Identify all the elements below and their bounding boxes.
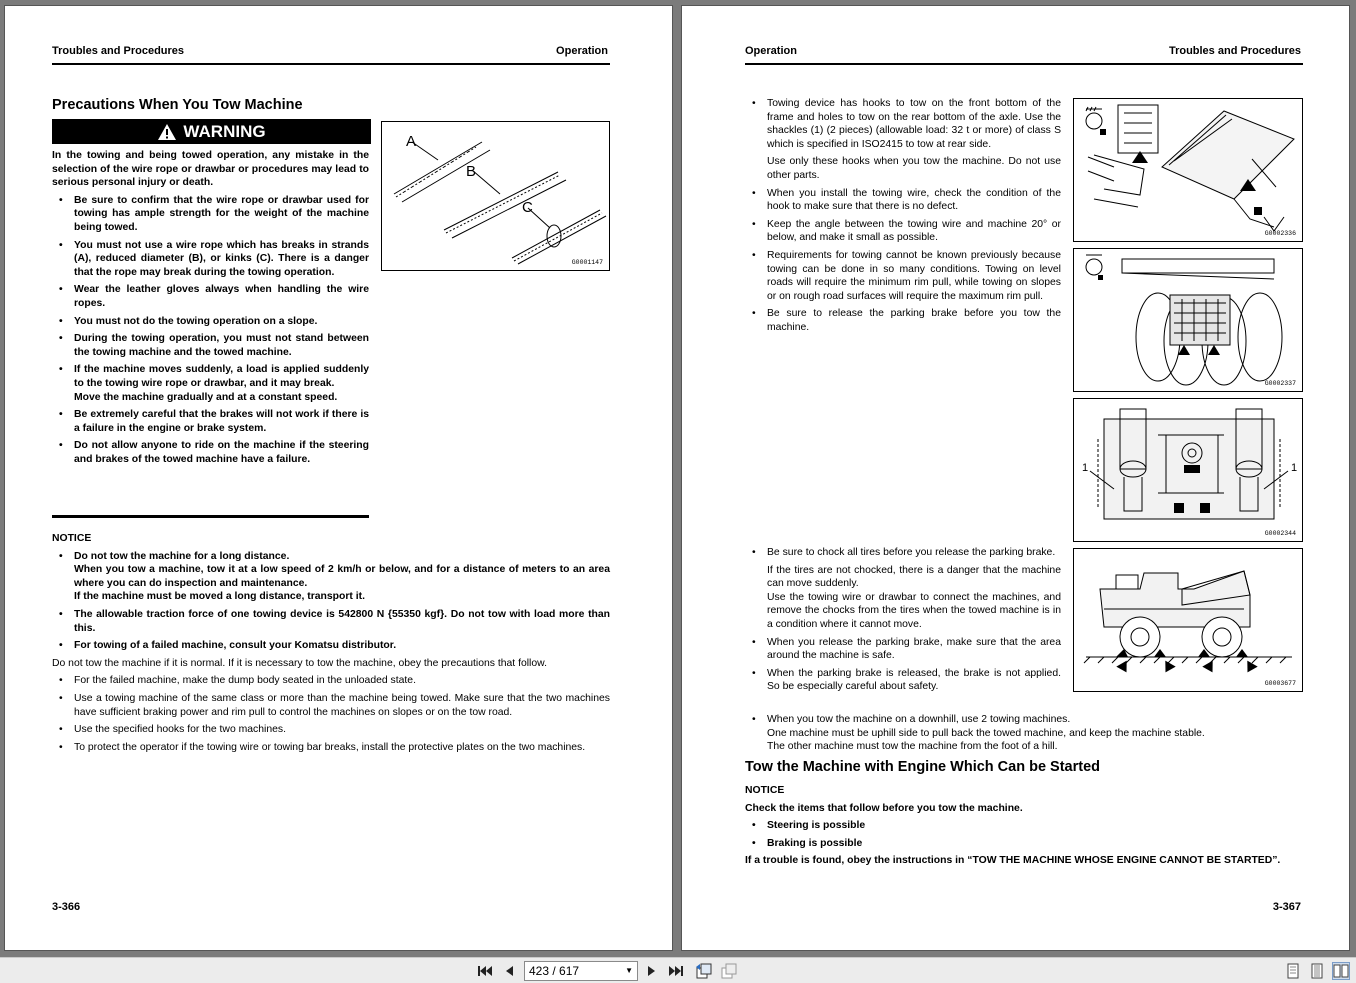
list-item: • For towing of a failed machine, consult your Komatsu distributor. xyxy=(52,639,610,653)
section-title-engine-start: Tow the Machine with Engine Which Can be Started xyxy=(745,759,1101,775)
engine-start-notice xyxy=(745,784,1303,872)
list-item-text: If the machine moves suddenly, a load is applied suddenly to the towing wire rope or drawbar, and it may break. xyxy=(74,364,369,389)
next-page-icon xyxy=(646,964,658,978)
list-item: • Steering is possible xyxy=(745,819,1303,833)
page-indicator: 423 / 617 xyxy=(529,964,580,978)
header-rule xyxy=(52,63,610,65)
warning-label: WARNING xyxy=(183,121,266,141)
list-item xyxy=(745,546,1061,632)
list-item: • Do not allow anyone to ride on the machine if the steering and brakes of the towed machine have a failure. xyxy=(52,439,369,466)
last-page-button[interactable] xyxy=(667,962,685,980)
towing-device-notes xyxy=(745,97,1061,339)
list-item: • When you install the towing wire, check the condition of the hook to make sure that there is no defect. xyxy=(745,187,1061,214)
normal-intro: Do not tow the machine if it is normal. If it is necessary to tow the machine, obey the precautions that follow. xyxy=(52,657,547,669)
chevron-down-icon: ▼ xyxy=(625,966,633,975)
label-b: B xyxy=(466,163,477,180)
list-item xyxy=(52,363,369,404)
warning-list xyxy=(52,194,369,467)
shackles-illustration xyxy=(1074,399,1303,542)
list-item-subtext: If the tires are not chocked, there is a danger that the machine can move suddenly. xyxy=(767,564,1061,590)
list-item-subtext: One machine must be uphill side to pull back the towed machine, and keep the machine stable. xyxy=(767,727,1205,739)
list-item: • For the failed machine, make the dump body seated in the unloaded state. xyxy=(52,674,610,688)
list-item-text: Be sure to chock all tires before you release the parking brake. xyxy=(767,547,1056,558)
facing-pages-view-icon xyxy=(1333,964,1349,978)
document-page-right xyxy=(681,5,1350,951)
notice-title: NOTICE xyxy=(745,785,785,796)
list-item-subtext: The other machine must tow the machine from the foot of a hill. xyxy=(767,741,1058,753)
list-item: • Be sure to confirm that the wire rope or drawbar used for towing has ample strength for the weight of the machine being towed. xyxy=(52,194,369,235)
warning-triangle-icon xyxy=(157,123,177,141)
list-item: • Be sure to release the parking brake before you tow the machine. xyxy=(745,307,1061,334)
chock-list xyxy=(745,546,1061,694)
list-item: • Braking is possible xyxy=(745,837,1303,851)
list-item-subtext: Use the towing wire or drawbar to connect the machines, and remove the chocks from the tires when the towed machine is in a condition where it cannot move. xyxy=(767,591,1061,630)
figure-id: G0001147 xyxy=(571,259,603,266)
list-item-subtext: If the machine must be moved a long distance, transport it. xyxy=(74,591,365,603)
list-item-text: When you tow the machine on a downhill, use 2 towing machines. xyxy=(767,714,1071,725)
figure-id: G0002344 xyxy=(1264,530,1296,537)
list-item: • Use the specified hooks for the two machines. xyxy=(52,723,610,737)
list-item: • When you release the parking brake, make sure that the area around the machine is safe. xyxy=(745,636,1061,663)
go-back-view-button[interactable] xyxy=(695,962,713,980)
running-header-right: Operation xyxy=(556,45,608,57)
list-item xyxy=(745,713,1303,754)
front-hooks-illustration xyxy=(1074,99,1303,242)
document-page-left xyxy=(4,5,673,951)
list-item: • To protect the operator if the towing wire or towing bar breaks, install the protective plates on the two machines. xyxy=(52,741,610,755)
chock-notes xyxy=(745,546,1061,698)
list-item-text: Do not tow the machine for a long distance. xyxy=(74,550,290,562)
list-item: • Requirements for towing cannot be known previously because towing can be done in so many conditions. Towing on level roads will require the minimum rim pull, while towing on slopes or on rough road surfaces will require the maximum rim pull. xyxy=(745,249,1061,303)
previous-page-icon xyxy=(503,964,515,978)
notice-trouble: If a trouble is found, obey the instructions in “TOW THE MACHINE WHOSE ENGINE CANNOT BE STARTED”. xyxy=(745,855,1281,867)
list-item-subtext: Use only these hooks when you tow the machine. Do not use other parts. xyxy=(767,156,1061,181)
downhill-note xyxy=(745,713,1303,758)
facing-pages-view-button[interactable] xyxy=(1332,962,1350,980)
dump-truck-chocks-illustration xyxy=(1074,549,1303,692)
shackle-label-left: 1 xyxy=(1082,462,1089,474)
list-item xyxy=(52,550,610,604)
warning-banner xyxy=(52,119,371,144)
list-item: • Use a towing machine of the same class or more than the machine being towed. Make sure that the two machines have sufficient braking power and rim pull to control the machines on slopes or on the tow road. xyxy=(52,692,610,719)
list-item-subtext: When you tow a machine, tow it at a low speed of 2 km/h or below, and for a distance of meters to an area where you can do inspection and maintenance. xyxy=(74,564,610,589)
normal-precautions-list xyxy=(52,674,610,754)
list-item-subtext: Move the machine gradually and at a constant speed. xyxy=(74,391,338,403)
first-page-icon xyxy=(477,964,493,978)
list-item: • You must not use a wire rope which has breaks in strands (A), reduced diameter (B), or kinks (C). There is a danger that the rope may break during the towing operation. xyxy=(52,239,369,280)
figure-wire-rope-defects xyxy=(381,121,610,271)
notice-title: NOTICE xyxy=(52,533,92,544)
go-back-view-icon xyxy=(695,963,713,979)
page-number-input[interactable] xyxy=(524,961,638,981)
towing-device-list xyxy=(745,97,1061,335)
go-forward-view-button[interactable] xyxy=(720,962,738,980)
label-a: A xyxy=(406,133,417,150)
next-page-button[interactable] xyxy=(643,962,661,980)
list-item-text: Towing device has hooks to tow on the front bottom of the frame and holes to tow on the rear bottom of the axle. Use the shackles (1) (2 pieces) (allowable load: 32 t or more) of class S which is specified in ISO2415 to tow at rear side. xyxy=(767,98,1061,150)
figure-shackles xyxy=(1073,398,1303,542)
list-item: • You must not do the towing operation on a slope. xyxy=(52,315,369,329)
list-item xyxy=(745,97,1061,183)
list-item: • Be extremely careful that the brakes will not work if there is a failure in the engine or brake system. xyxy=(52,408,369,435)
single-page-view-button[interactable] xyxy=(1284,962,1302,980)
check-items-list xyxy=(745,819,1303,850)
shackle-label-right: 1 xyxy=(1291,462,1298,474)
running-header-right: Troubles and Procedures xyxy=(1168,45,1301,57)
warning-body xyxy=(52,149,369,470)
single-page-view-icon xyxy=(1286,963,1300,979)
pdf-viewer-toolbar xyxy=(0,957,1356,983)
running-header-left: Operation xyxy=(745,45,797,57)
figure-chocked-tires xyxy=(1073,548,1303,692)
wire-rope-illustration xyxy=(382,122,610,271)
list-item: • The allowable traction force of one towing device is 542800 N {55350 kgf}. Do not tow with load more than this. xyxy=(52,608,610,635)
figure-id: G0002336 xyxy=(1264,230,1296,237)
list-item: • During the towing operation, you must not stand between the towing machine and the towed machine. xyxy=(52,332,369,359)
continuous-view-icon xyxy=(1310,963,1324,979)
downhill-list xyxy=(745,713,1303,754)
page-number: 3-366 xyxy=(52,901,81,913)
header-rule xyxy=(745,63,1303,65)
first-page-button[interactable] xyxy=(476,962,494,980)
figure-front-hooks xyxy=(1073,98,1303,242)
list-item: • When the parking brake is released, the brake is not applied. So be especially careful about safety. xyxy=(745,667,1061,694)
notice-block xyxy=(52,532,610,758)
running-header-left: Troubles and Procedures xyxy=(52,45,185,57)
continuous-view-button[interactable] xyxy=(1308,962,1326,980)
figure-id: G0003677 xyxy=(1264,680,1296,687)
last-page-icon xyxy=(668,964,684,978)
label-c: C xyxy=(522,199,533,216)
notice-intro: Check the items that follow before you tow the machine. xyxy=(745,802,1023,814)
section-title: Precautions When You Tow Machine xyxy=(52,97,303,113)
rear-axle-illustration xyxy=(1074,249,1303,392)
previous-page-button[interactable] xyxy=(500,962,518,980)
warning-end-rule xyxy=(52,515,369,518)
go-forward-view-icon xyxy=(720,963,738,979)
warning-intro: In the towing and being towed operation, any mistake in the selection of the wire rope or drawbar or procedures may lead to serious personal injury or death. xyxy=(52,150,369,189)
figure-id: G0002337 xyxy=(1264,380,1296,387)
list-item: • Wear the leather gloves always when handling the wire ropes. xyxy=(52,283,369,310)
figure-rear-axle-holes xyxy=(1073,248,1303,392)
page-number: 3-367 xyxy=(1272,901,1301,913)
list-item: • Keep the angle between the towing wire and machine 20° or below, and make it small as possible. xyxy=(745,218,1061,245)
notice-list xyxy=(52,550,610,653)
